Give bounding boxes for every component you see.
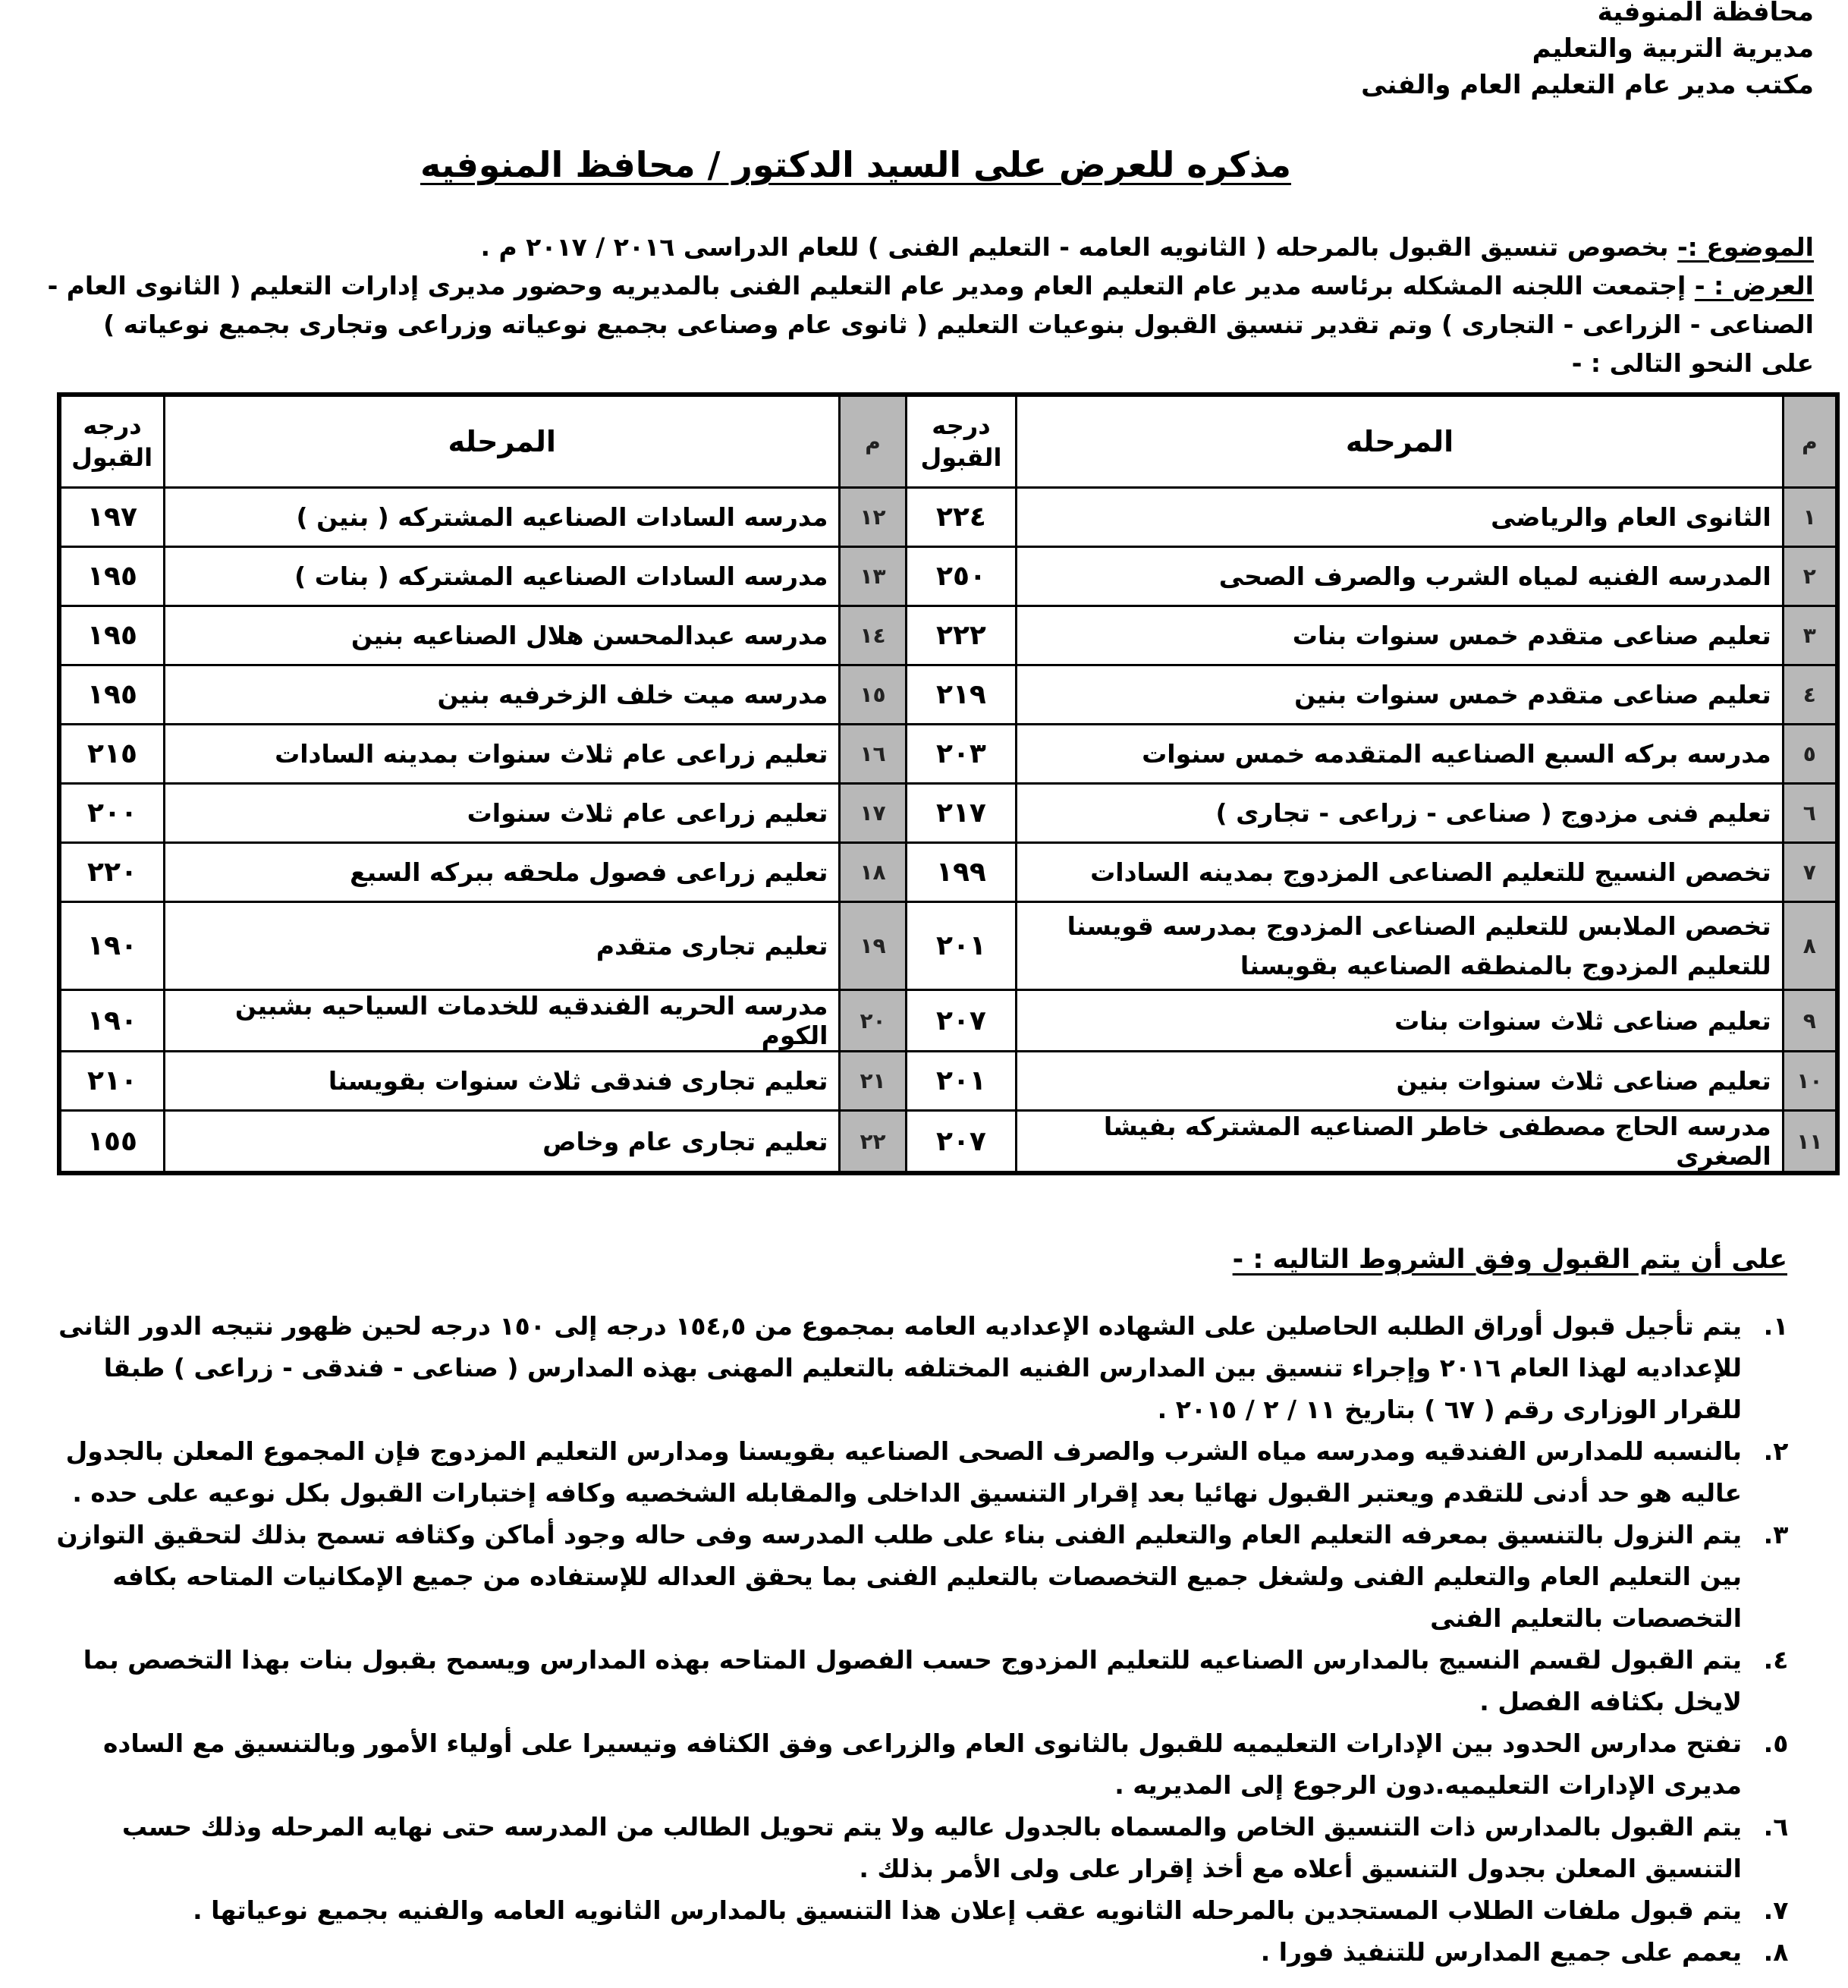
list-item <box>53 1305 1810 1430</box>
table-row <box>59 1052 1837 1111</box>
row-index: ٨ <box>1783 902 1837 990</box>
conditions-list <box>53 1305 1810 1973</box>
row-stage: مدرسه عبدالمحسن هلال الصناعيه بنين <box>165 606 840 665</box>
row-score: ١٩٥ <box>59 665 165 725</box>
header-index-left: م <box>840 395 906 488</box>
row-score: ٢١٧ <box>906 784 1017 843</box>
list-item <box>53 1931 1810 1973</box>
letterhead-governorate: محافظة المنوفية <box>1597 0 1814 27</box>
memo-intro <box>46 228 1814 382</box>
row-index: ١ <box>1783 488 1837 547</box>
row-stage: تعليم زراعى عام ثلاث سنوات بمدينه السادات <box>165 725 840 784</box>
memo-title: مذكره للعرض على السيد الدكتور / محافظ المنوفيه <box>420 144 1291 185</box>
row-score: ٢١٩ <box>906 665 1017 725</box>
table-row <box>59 488 1837 547</box>
header-score-right: درجه القبول <box>906 395 1017 488</box>
row-index: ٢ <box>1783 547 1837 606</box>
row-stage: مدرسه الحريه الفندقيه للخدمات السياحيه بشبين الكوم <box>165 990 840 1052</box>
row-stage: تعليم صناعى متقدم خمس سنوات بنين <box>1017 665 1783 725</box>
table-row <box>59 784 1837 843</box>
admission-scores-table <box>57 392 1840 1175</box>
condition-number: ٨. <box>1763 1937 1789 1967</box>
row-score: ٢٢٠ <box>59 843 165 902</box>
row-index: ١٤ <box>840 606 906 665</box>
row-index: ١٣ <box>840 547 906 606</box>
row-stage: مدرسه السادات الصناعيه المشتركه ( بنات ) <box>165 547 840 606</box>
condition-number: ٧. <box>1763 1895 1789 1925</box>
row-score: ٢٥٠ <box>906 547 1017 606</box>
row-score: ١٥٥ <box>59 1111 165 1174</box>
row-stage: تعليم صناعى ثلاث سنوات بنات <box>1017 990 1783 1052</box>
condition-text: بالنسبه للمدارس الفندقيه ومدرسه مياه الشرب والصرف الصحى الصناعيه بقويسنا ومدارس التعليم المزدوج فإن المجموع المعلن بالجدول عاليه هو حد أدنى للتقدم ويعتبر القبول نهائيا بعد إقرار التنسيق الداخلى والمقابله الشخصيه وكافه إختبارات القبول بكل نوعيه على حده . <box>65 1436 1742 1508</box>
row-stage: الثانوى العام والرياضى <box>1017 488 1783 547</box>
row-index: ١٩ <box>840 902 906 990</box>
header-stage-right: المرحله <box>1017 395 1783 488</box>
row-index: ٥ <box>1783 725 1837 784</box>
row-score: ٢٢٤ <box>906 488 1017 547</box>
row-index: ٤ <box>1783 665 1837 725</box>
row-stage: المدرسه الفنيه لمياه الشرب والصرف الصحى <box>1017 547 1783 606</box>
table-row <box>59 902 1837 990</box>
subject-label: الموضوع :- <box>1677 232 1814 262</box>
row-score: ٢٠٠ <box>59 784 165 843</box>
condition-number: ٤. <box>1763 1645 1789 1675</box>
row-index: ٢٢ <box>840 1111 906 1174</box>
list-item <box>53 1806 1810 1889</box>
table-row <box>59 1111 1837 1174</box>
row-score: ١٩٩ <box>906 843 1017 902</box>
row-stage: تعليم تجارى فندقى ثلاث سنوات بقويسنا <box>165 1052 840 1111</box>
row-score: ١٩٥ <box>59 606 165 665</box>
condition-text: تفتح مدارس الحدود بين الإدارات التعليميه للقبول بالثانوى العام والزراعى وفق الكثافه وتيسيرا على أولياء الأمور وبالتنسيق مع الساده مديرى الإدارات التعليميه.دون الرجوع إلى المديريه . <box>102 1728 1742 1800</box>
list-item <box>53 1722 1810 1806</box>
row-score: ٢٠١ <box>906 902 1017 990</box>
row-score: ٢٢٢ <box>906 606 1017 665</box>
presentation-label: العرض : - <box>1694 271 1814 300</box>
row-index: ١٧ <box>840 784 906 843</box>
list-item <box>53 1430 1810 1514</box>
condition-text: يعمم على جميع المدارس للتنفيذ فورا . <box>1260 1937 1742 1967</box>
row-index: ١٢ <box>840 488 906 547</box>
row-score: ٢١٥ <box>59 725 165 784</box>
conditions-title: على أن يتم القبول وفق الشروط التاليه : - <box>1232 1244 1787 1275</box>
row-stage: تعليم زراعى فصول ملحقه ببركه السبع <box>165 843 840 902</box>
condition-number: ٥. <box>1763 1728 1789 1758</box>
letterhead-office: مكتب مدير عام التعليم العام والفنى <box>1361 70 1814 100</box>
table-row <box>59 990 1837 1052</box>
header-index-right: م <box>1783 395 1837 488</box>
table-row <box>59 725 1837 784</box>
list-item <box>53 1514 1810 1639</box>
table-row <box>59 606 1837 665</box>
row-index: ٢٠ <box>840 990 906 1052</box>
row-index: ١٦ <box>840 725 906 784</box>
header-score-left: درجه القبول <box>59 395 165 488</box>
row-stage: تعليم تجارى متقدم <box>165 902 840 990</box>
row-stage: تخصص النسيج للتعليم الصناعى المزدوج بمدينه السادات <box>1017 843 1783 902</box>
row-index: ٩ <box>1783 990 1837 1052</box>
row-stage: مدرسه الحاج مصطفى خاطر الصناعيه المشتركه بفيشا الصغرى <box>1017 1111 1783 1174</box>
row-score: ٢١٠ <box>59 1052 165 1111</box>
row-index: ١٠ <box>1783 1052 1837 1111</box>
row-score: ٢٠١ <box>906 1052 1017 1111</box>
row-score: ٢٠٧ <box>906 1111 1017 1174</box>
condition-number: ١. <box>1763 1311 1789 1341</box>
condition-text: يتم قبول ملفات الطلاب المستجدين بالمرحله الثانويه عقب إعلان هذا التنسيق بالمدارس الثانويه العامه والفنيه بجميع نوعياتها . <box>193 1895 1742 1925</box>
condition-number: ٦. <box>1763 1812 1789 1842</box>
row-stage: مدرسه بركه السبع الصناعيه المتقدمه خمس سنوات <box>1017 725 1783 784</box>
condition-text: يتم النزول بالتنسيق بمعرفه التعليم العام والتعليم الفنى بناء على طلب المدرسه وفى حاله وجود أماكن وكثافه تسمح بذلك لتحقيق التوازن بين التعليم العام والتعليم الفنى ولشغل جميع التخصصات بالتعليم الفنى بما يحقق العداله للإستفاده من جميع الإمكانيات المتاحه بكافه التخصصات بالتعليم الفنى <box>56 1520 1742 1633</box>
row-stage: تخصص الملابس للتعليم الصناعى المزدوج بمدرسه قويسنا للتعليم المزدوج بالمنطقه الصناعيه بقويسنا <box>1017 902 1783 990</box>
row-stage: تعليم زراعى عام ثلاث سنوات <box>165 784 840 843</box>
letterhead <box>1361 0 1814 103</box>
row-index: ٢١ <box>840 1052 906 1111</box>
row-stage: مدرسه ميت خلف الزخرفيه بنين <box>165 665 840 725</box>
subject-text: بخصوص تنسيق القبول بالمرحله ( الثانويه العامه - التعليم الفنى ) للعام الدراسى ٢٠١٦ / ٢٠١٧ م . <box>480 232 1669 262</box>
condition-number: ٢. <box>1763 1436 1789 1466</box>
row-stage: تعليم فنى مزدوج ( صناعى - زراعى - تجارى ) <box>1017 784 1783 843</box>
row-index: ٣ <box>1783 606 1837 665</box>
row-index: ١٥ <box>840 665 906 725</box>
table-row <box>59 665 1837 725</box>
condition-text: يتم القبول لقسم النسيج بالمدارس الصناعيه للتعليم المزدوج حسب الفصول المتاحه بهذه المدارس ويسمح بقبول بنات بهذا التخصص بما لايخل بكثافه الفصل . <box>83 1645 1742 1716</box>
table-row <box>59 843 1837 902</box>
letterhead-directorate: مديرية التربية والتعليم <box>1532 33 1814 64</box>
table-row <box>59 547 1837 606</box>
row-score: ١٩٥ <box>59 547 165 606</box>
row-index: ١١ <box>1783 1111 1837 1174</box>
row-score: ١٩٧ <box>59 488 165 547</box>
row-index: ١٨ <box>840 843 906 902</box>
presentation-paragraph <box>46 266 1814 382</box>
subject-paragraph <box>46 228 1814 266</box>
row-score: ٢٠٣ <box>906 725 1017 784</box>
condition-text: يتم تأجيل قبول أوراق الطلبه الحاصلين على الشهاده الإعداديه العامه بمجموع من ١٥٤,٥ درجه إلى ١٥٠ درجه لحين ظهور نتيجه الدور الثانى للإعداديه لهذا العام ٢٠١٦ وإجراء تنسيق بين المدارس الفنيه المختلفه بالتعليم المهنى بهذه المدارس ( صناعى - فندقى - زراعى ) طبقا للقرار الوزارى رقم ( ٦٧ ) بتاريخ ١١ / ٢ / ٢٠١٥ . <box>58 1311 1742 1424</box>
row-score: ١٩٠ <box>59 990 165 1052</box>
condition-number: ٣. <box>1763 1520 1789 1549</box>
row-stage: مدرسه السادات الصناعيه المشتركه ( بنين ) <box>165 488 840 547</box>
condition-text: يتم القبول بالمدارس ذات التنسيق الخاص والمسماه بالجدول عاليه ولا يتم تحويل الطالب من المدرسه حتى نهايه المرحله وذلك حسب التنسيق المعلن بجدول التنسيق أعلاه مع أخذ إقرار على ولى الأمر بذلك . <box>121 1812 1742 1883</box>
table-header-row <box>59 395 1837 488</box>
header-stage-left: المرحله <box>165 395 840 488</box>
row-score: ٢٠٧ <box>906 990 1017 1052</box>
row-stage: تعليم صناعى ثلاث سنوات بنين <box>1017 1052 1783 1111</box>
row-index: ٧ <box>1783 843 1837 902</box>
list-item <box>53 1889 1810 1931</box>
row-stage: تعليم صناعى متقدم خمس سنوات بنات <box>1017 606 1783 665</box>
row-index: ٦ <box>1783 784 1837 843</box>
presentation-text: إجتمعت اللجنه المشكله برئاسه مدير عام التعليم العام ومدير عام التعليم الفنى بالمديريه وحضور مديرى إدارات التعليم ( الثانوى العام - الصناعى - الزراعى - التجارى ) وتم تقدير تنسيق القبول بنوعيات التعليم ( ثانوى عام وصناعى بجميع نوعياته وزراعى وتجارى بجميع نوعياته ) على النحو التالى : - <box>47 271 1814 378</box>
row-score: ١٩٠ <box>59 902 165 990</box>
row-stage: تعليم تجارى عام وخاص <box>165 1111 840 1174</box>
list-item <box>53 1639 1810 1722</box>
